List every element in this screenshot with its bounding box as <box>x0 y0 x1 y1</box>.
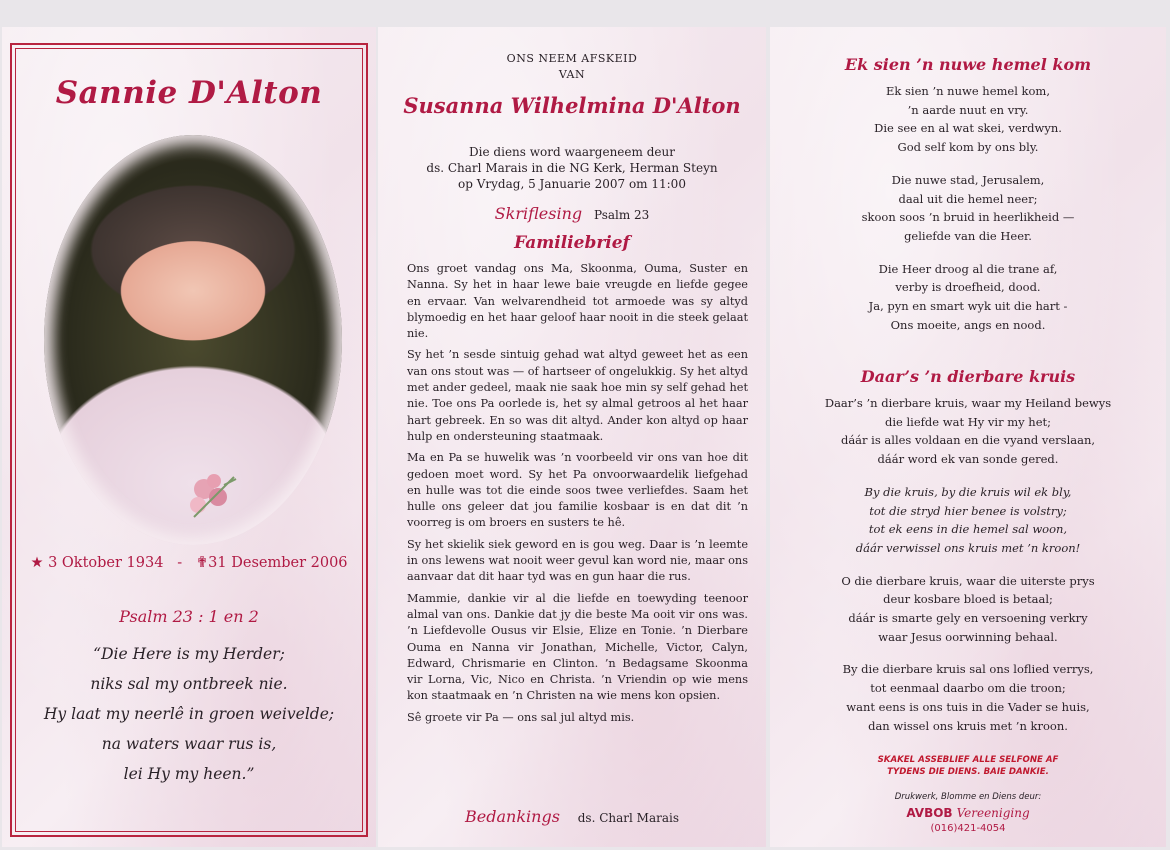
acknowledgements <box>378 807 766 826</box>
cross-icon: ✟ <box>196 555 209 571</box>
stanza: Die Heer droog al die trane af, verby is droefheid, dood. Ja, pyn en smart wyk uit die hart - Ons moeite, angs en nood. <box>868 261 1068 332</box>
letter-paragraph: Sy het ’n sesde sintuig gehad wat altyd geweet het as een van ons stout was — of hartseer of ongelukkig. Sy het altyd met ander gedeel, maak nie saak hoe min sy self gehad het nie. Toe ons Pa oorlede is, het sy almal getroos al het haar hart gebreek. En so was dit altyd. Ander kon altyd op haar hulp en ondersteuning staatmaak. <box>407 348 748 443</box>
star-icon: ★ <box>30 555 44 571</box>
scripture-reading <box>378 204 766 223</box>
birth-date: 3 Oktober 1934 <box>48 555 164 571</box>
hymn1-text <box>770 82 1166 348</box>
verse-line: Hy laat my neerlê in groen weivelde; <box>43 705 335 723</box>
stanza: O die dierbare kruis, waar die uiterste prys deur kosbare bloed is betaal; dáár is smarte gely en versoening verkry waar Jesus oorwinning behaal. <box>841 573 1095 644</box>
stanza: Daar’s ’n dierbare kruis, waar my Heiland bewys die liefde wat Hy vir my het; dáár is alles voldaan en die vyand verslaan, dáár word ek van sonde gered. <box>824 396 1112 467</box>
hymn2-title: Daar’s ’n dierbare kruis <box>860 367 1076 386</box>
hymn2-text <box>770 394 1166 749</box>
life-dates <box>2 555 376 571</box>
print-credit: Drukwerk, Blomme en Diens deur: <box>894 792 1042 802</box>
cellphone-notice: SKAKEL ASSEBLIEF ALLE SELFONE AF TYDENS DIE DIENS. BAIE DANKIE. <box>877 755 1059 777</box>
thanks-label: Bedankings <box>465 807 560 826</box>
letter-paragraph: Sy het skielik siek geword en is gou weg. Daar is ’n leemte in ons lewens wat nooit weer gevul kan word nie, maar ons aanvaar dat dit haar tyd was en gun haar die rus. <box>407 537 748 584</box>
service-details: Die diens word waargeneem deur ds. Charl Marais in die NG Kerk, Herman Steyn op Vrydag, 5 Januarie 2007 om 11:00 <box>426 145 718 191</box>
letter-paragraph: Mammie, dankie vir al die liefde en toewyding teenoor almal van ons. Dankie dat jy die beste Ma ooit vir ons was. ’n Liefdevolle Ousus vir Elsie, Elize en Tonie. ’n Dierbare Ouma en Nanna vir Jonathan, Michelle, Victor, Calyn, Edward, Chrismarie en Clinton. ’n Bedagsame Skoonma vir Lorna, Vic, Nico en Christa. ’n Vriendin op wie mens kon staatmaak en ’n Christen na wie mens kon opsien. <box>407 591 748 703</box>
psalm-reference: Psalm 23 : 1 en 2 <box>119 607 259 626</box>
hymn1-title: Ek sien ’n nuwe hemel kom <box>844 55 1092 74</box>
hymns-panel <box>770 27 1166 847</box>
stanza: Ek sien ’n nuwe hemel kom, ’n aarde nuut en vry. Die see en al wat skei, verdwyn. God self kom by ons bly. <box>874 84 1062 155</box>
letter-paragraph: Ma en Pa se huwelik was ’n voorbeeld vir ons van hoe dit gedoen moet word. Sy het Pa onvoorwaardelik liefgehad en hulle was tot die einde soos twee verliefdes. Saam het hulle ons geleer dat jou familie kosbaar is en dat dit ’n voorreg is om broers en susters te hê. <box>407 451 748 530</box>
company-logo-text: AVBOB <box>906 806 953 820</box>
stanza: By die dierbare kruis sal ons loflied verrys, tot eenmaal daarbo om die troon; want eens is ons tuis in die Vader se huis, dan wissel ons kruis met ’n kroon. <box>842 662 1094 733</box>
date-separator: - <box>177 555 183 571</box>
verse-line: lei Hy my heen.” <box>123 765 255 783</box>
verse-line: niks sal my ontbreek nie. <box>90 675 288 693</box>
company-phone: (016)421-4054 <box>930 823 1006 834</box>
service-panel <box>378 27 766 847</box>
letter-paragraph: Ons groet vandag ons Ma, Skoonma, Ouma, Suster en Nanna. Sy het in haar lewe baie vreugde en liefde gegee en ervaar. Van welvarendheid tot armoede was sy altyd blymoedig en het haar geloof haar nooit in die steek gelaat nie. <box>407 262 748 341</box>
family-letter-title: Familiebrief <box>514 233 630 253</box>
full-name: Susanna Wilhelmina D'Alton <box>403 93 741 118</box>
stanza: Die nuwe stad, Jerusalem, daal uit die hemel neer; skoon soos ’n bruid in heerlikheid — geliefde van die Heer. <box>861 172 1075 243</box>
company-branch: Vereeniging <box>956 806 1030 820</box>
farewell-intro: ONS NEEM AFSKEID VAN <box>506 52 638 81</box>
death-date: 31 Desember 2006 <box>208 555 348 571</box>
corsage-flower-icon <box>174 467 254 527</box>
scripture-label: Skriflesing <box>494 204 583 223</box>
front-cover-panel <box>2 27 376 847</box>
scripture-value: Psalm 23 <box>593 208 650 222</box>
deceased-name: Sannie D'Alton <box>55 75 323 111</box>
verse-line: na waters waar rus is, <box>101 735 277 753</box>
psalm-verse <box>2 639 376 789</box>
company-name <box>770 806 1166 820</box>
refrain: By die kruis, by die kruis wil ek bly, tot die stryd hier benee is volstry; tot ek eens in die hemel sal woon, dáár verwissel ons kruis met ’n kroon! <box>855 484 1081 555</box>
family-letter <box>407 261 748 731</box>
verse-line: “Die Here is my Herder; <box>93 645 285 663</box>
letter-paragraph: Sê groete vir Pa — ons sal jul altyd mis. <box>407 710 635 724</box>
thanks-value: ds. Charl Marais <box>577 811 679 825</box>
